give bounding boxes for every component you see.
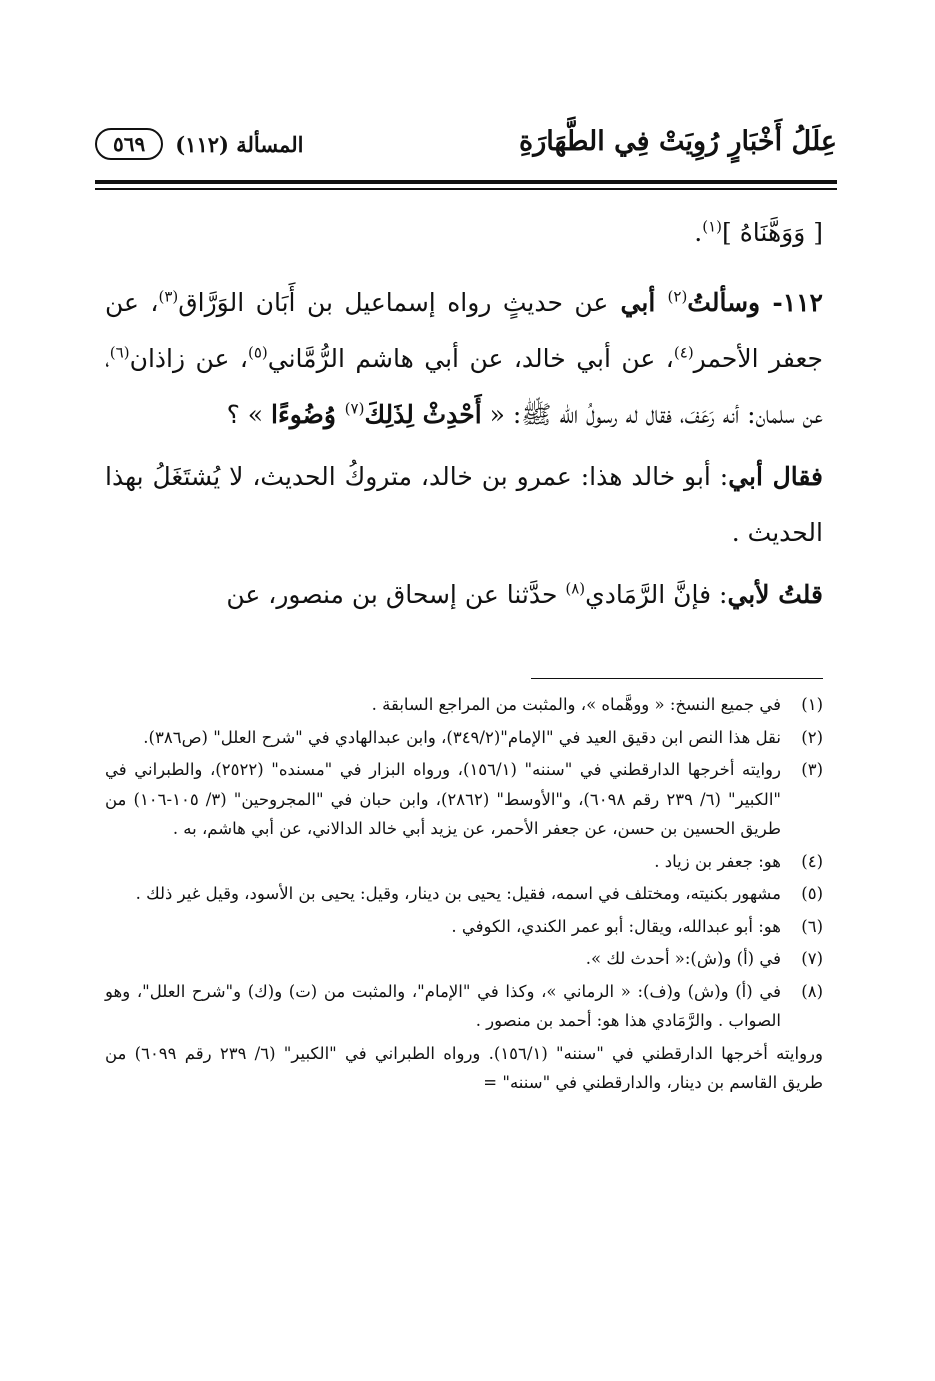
paragraph-continuation: [ وَوَهَّنَاهُ ]$^{(١)}$. — [694, 217, 823, 247]
speaker-label: فقال أبي — [728, 462, 823, 491]
footnote-item — [105, 912, 823, 942]
footnote-number: (٤) — [801, 851, 823, 871]
footnote-separator — [531, 678, 823, 679]
footnote-number: (٢) — [801, 727, 823, 747]
footnote-number: (٥) — [801, 884, 823, 903]
paragraph-followup: قلتُ لأبي: فإنَّ الرَّمَادي$^{(٨)}$ حدَّثنا عن إسحاق بن منصور، عن — [226, 579, 823, 609]
question-number: ١١٢- وسألتُ — [687, 288, 823, 317]
hadith-quote: أَحْدِثْ لِذَلِكَ — [364, 400, 482, 429]
footnote-ref[interactable]: (٥) — [247, 343, 268, 362]
footnote-item — [105, 755, 823, 844]
footnote-number: (٦) — [801, 916, 823, 936]
footnote-text: روايته أخرجها الدارقطني في "سننه" (١٥٦/١)، ورواه البزار في "مسنده" (٢٥٢٢)، والطبراني في "الكبير" (٦/ ٢٣٩ رقم ٦٠٩٨)، و"الأوسط" (٢٨٦٢)، وابن حبان في "المجروحين" (٣/ ١٠٥-١٠٦) من طريق الحسين بن حسن، عن جعفر الأحمر، عن يزيد أبي خالد الدالاني، عن أبي هاشم، به . — [105, 760, 781, 838]
footnote-text: مشهور بكنيته، ومختلف في اسمه، فقيل: يحيى بن دينار، وقيل: يحيى بن الأسود، وقيل غير ذلك . — [135, 884, 781, 903]
footnote-text: نقل هذا النص ابن دقيق العيد في "الإمام"(٣٤٩/٢)، وابن عبدالهادي في "شرح العلل" (ص٣٨٦). — [143, 727, 781, 747]
header-meta — [95, 128, 303, 160]
footnote-ref[interactable]: (٨) — [565, 579, 586, 598]
issue-label: المسألة (١١٢) — [175, 131, 304, 157]
footnote-number: (٧) — [801, 949, 823, 968]
paragraph-question-112: ١١٢- وسألتُ$^{(٢)}$ أبي عن حديثٍ رواه إسماعيل بن أَبَان الوَرَّاق$^{(٣)}$، عن جعفر الأحمر$^{(٤)}$، عن أبي خالد، عن أبي هاشم الرُّمَّاني$^{(٥)}$، عن زاذان$^{(٦)}$، عن سلمان: أنه رَعَفَ، فقال له رسولُ الله ﷺ: « أَحْدِثْ لِذَلِكَ$^{(٧)}$ وُضُوءًا » ؟ — [105, 287, 823, 429]
footnote-item — [105, 879, 823, 909]
header-rule-thin — [95, 188, 837, 190]
footnote-number: (١) — [801, 695, 823, 714]
footnotes — [105, 690, 823, 1098]
footnote-text: في (أ) و(ش):« أحدث لك ». — [585, 949, 781, 968]
header-rule-thick — [95, 180, 837, 184]
footnote-item — [105, 977, 823, 1036]
paragraph-answer: فقال أبي: أبو خالد هذا: عمرو بن خالد، متروكُ الحديث، لا يُشتَغَلُ بهذا الحديث . — [105, 462, 823, 547]
footnote-text: هو: جعفر بن زياد . — [654, 851, 781, 871]
page-number: ٥٦٩ — [95, 128, 163, 160]
footnote-text: في (أ) و(ش) و(ف): « الرماني »، وكذا في "الإمام"، والمثبت من (ت) و(ك) و"شرح العلل"، وهو الصواب . والرَّمَادي هذا هو: أحمد بن منصور . — [105, 981, 781, 1030]
footnote-ref[interactable]: (٤) — [673, 343, 694, 362]
running-header — [95, 118, 837, 180]
footnote-item — [105, 847, 823, 877]
main-text — [105, 205, 823, 629]
footnote-ref[interactable]: (٢) — [667, 287, 688, 306]
speaker-label: قلتُ لأبي — [727, 580, 823, 609]
footnote-text: هو: أبو عبدالله، ويقال: أبو عمر الكندي، الكوفي . — [451, 916, 781, 936]
footnote-number: (٨) — [801, 981, 823, 1001]
footnote-ref[interactable]: (٦) — [109, 343, 130, 362]
footnote-item — [105, 690, 823, 720]
footnote-number: (٣) — [801, 760, 823, 779]
footnote-text: في جميع النسخ: « ووهَّماه »، والمثبت من المراجع السابقة . — [371, 695, 781, 714]
footnote-ref[interactable]: (٣) — [158, 287, 179, 306]
footnote-item — [105, 944, 823, 974]
footnote-continuation: وروايته أخرجها الدارقطني في "سننه" (١٥٦/١). ورواه الطبراني في "الكبير" (٦/ ٢٣٩ رقم ٦٠٩٩) من طريق القاسم بن دينار، والدارقطني في "سننه" = — [105, 1043, 823, 1092]
footnote-item — [105, 723, 823, 753]
book-title: عِلَلُ أَخْبَارٍ رُوِيَتْ فِي الطَّهَارَةِ — [519, 126, 837, 157]
footnote-ref[interactable]: (١) — [702, 217, 722, 236]
footnote-ref[interactable]: (٧) — [344, 399, 365, 418]
